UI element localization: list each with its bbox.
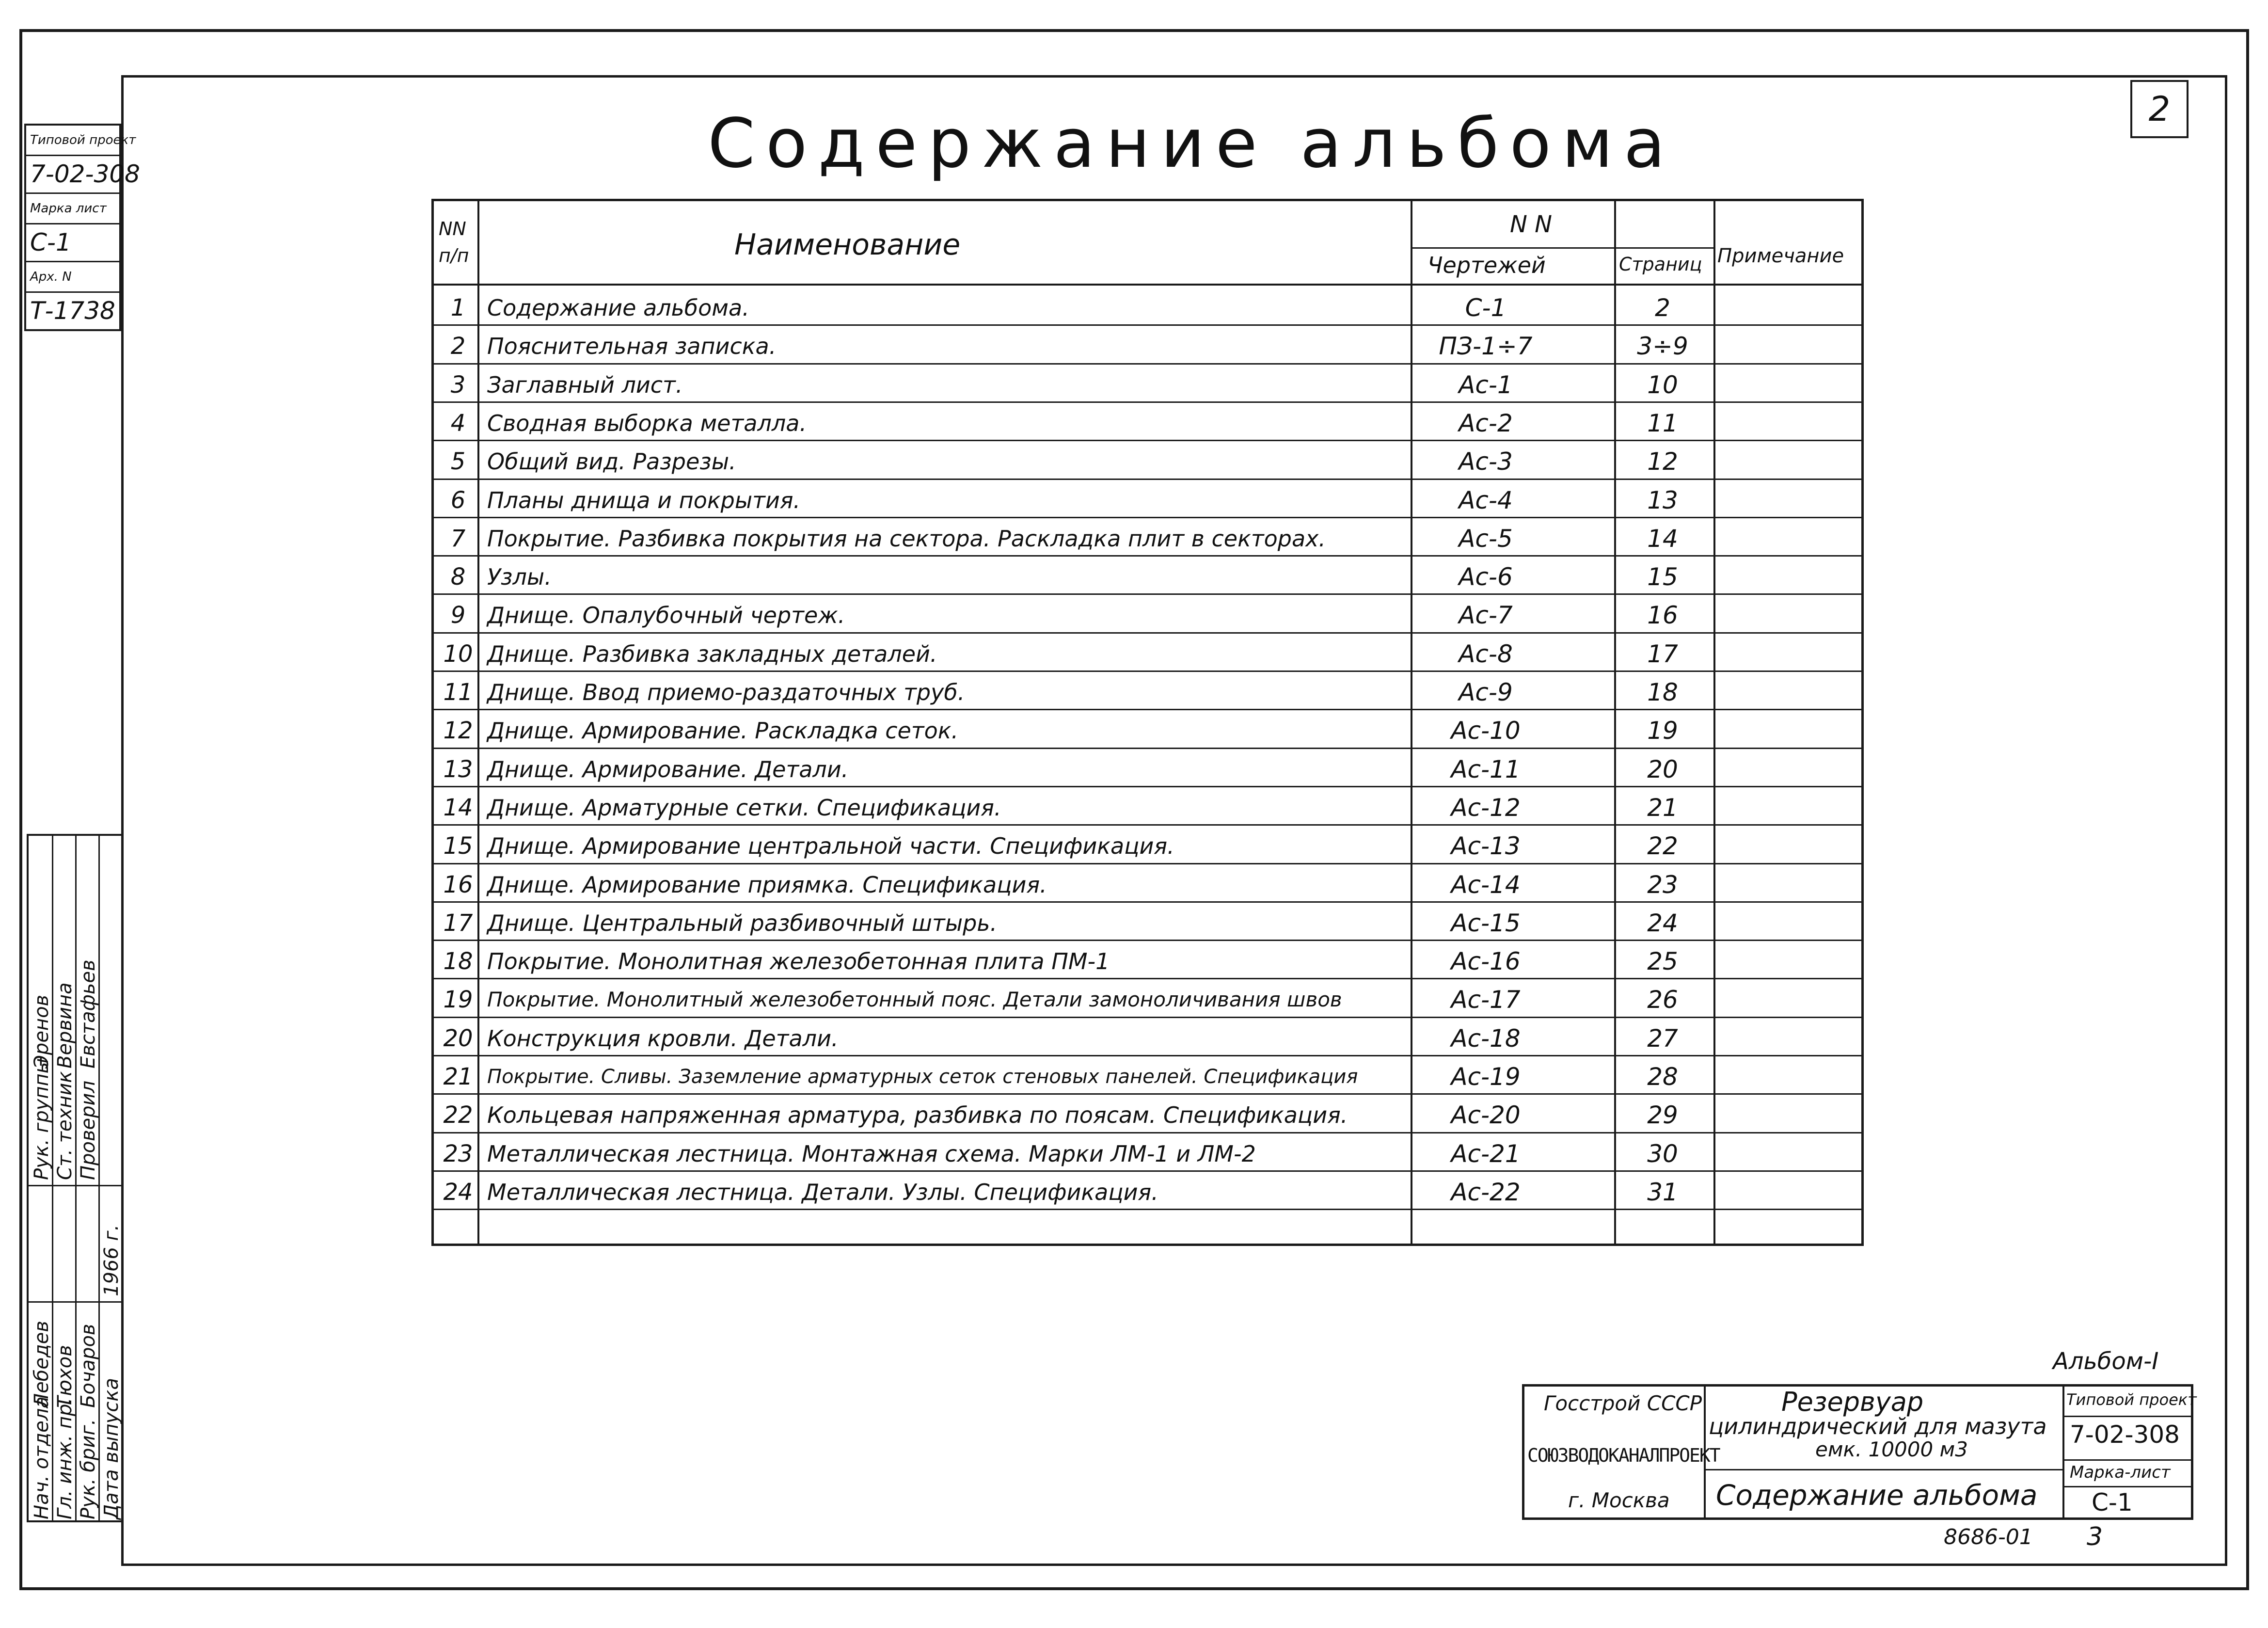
- table-row: [434, 1055, 1861, 1094]
- row-number: 16: [443, 871, 473, 898]
- mark-label: Марка-лист: [2070, 1463, 2171, 1482]
- row-page: 26: [1647, 986, 1678, 1014]
- row-page: 3÷9: [1637, 332, 1688, 361]
- row-name: Общий вид. Разрезы.: [487, 448, 736, 475]
- row-drawing: Ас-1: [1459, 370, 1513, 399]
- row-name: Покрытие. Разбивка покрытия на сектора. Раскладка плит в секторах.: [487, 525, 1326, 552]
- sheet-title-block: Содержание альбома: [1716, 1479, 2038, 1512]
- role-label: Рук. бриг.: [77, 1419, 99, 1519]
- row-name: Днище. Армирование. Детали.: [487, 756, 849, 782]
- title-block: [1522, 1384, 2197, 1520]
- row-page: 10: [1647, 370, 1678, 399]
- row-drawing: Ас-10: [1451, 717, 1521, 745]
- row-drawing: Ас-9: [1459, 678, 1513, 706]
- header-pages: Страниц: [1619, 254, 1702, 275]
- row-page: 21: [1647, 793, 1678, 822]
- row-number: 6: [450, 486, 466, 514]
- row-drawing: Ас-7: [1459, 601, 1513, 630]
- table-row: [434, 978, 1861, 1017]
- row-drawing: Ас-22: [1451, 1178, 1521, 1206]
- header-notes: Примечание: [1717, 245, 1844, 267]
- header-name: Наименование: [734, 228, 961, 262]
- role-label: Проверил: [77, 1080, 99, 1180]
- sheet-number: 2: [2130, 80, 2189, 138]
- row-number: 5: [450, 448, 466, 476]
- row-page: 24: [1647, 909, 1678, 937]
- row-number: 10: [443, 640, 473, 668]
- table-row: [434, 286, 1861, 325]
- row-drawing: Ас-2: [1459, 409, 1513, 437]
- row-page: 31: [1647, 1178, 1678, 1206]
- row-number: 21: [443, 1063, 473, 1090]
- row-drawing: Ас-17: [1451, 986, 1521, 1014]
- row-drawing: Ас-8: [1459, 639, 1513, 668]
- row-number: 23: [443, 1140, 473, 1167]
- row-page: 28: [1647, 1063, 1678, 1091]
- margin-stamp: [24, 124, 140, 331]
- row-drawing: Ас-18: [1451, 1024, 1521, 1053]
- row-name: Днище. Армирование. Раскладка сеток.: [487, 718, 959, 744]
- row-name: Покрытие. Сливы. Заземление арматурных сеток стеновых панелей. Спецификация: [487, 1066, 1358, 1088]
- header-num: NN п/п: [439, 218, 469, 266]
- role-label: Рук. группы: [31, 1058, 53, 1180]
- row-page: 15: [1647, 563, 1678, 591]
- row-page: 14: [1647, 524, 1678, 553]
- table-row: [434, 901, 1861, 940]
- row-name: Днище. Опалубочный чертеж.: [487, 602, 845, 629]
- row-page: 20: [1647, 755, 1678, 783]
- signer-name: Вервина: [54, 982, 76, 1069]
- header-nn: N N: [1510, 211, 1553, 238]
- org-city: г. Москва: [1568, 1488, 1670, 1512]
- issue-year: 1966 г.: [100, 1224, 123, 1296]
- row-name: Сводная выборка металла.: [487, 410, 807, 436]
- signer-name: Лебедев: [31, 1321, 53, 1408]
- table-row: [434, 632, 1861, 671]
- table-row: [434, 940, 1861, 978]
- row-page: 22: [1647, 832, 1678, 861]
- row-page: 30: [1647, 1139, 1678, 1168]
- row-number: 20: [443, 1024, 473, 1052]
- row-page: 17: [1647, 639, 1678, 668]
- row-drawing: Ас-11: [1451, 755, 1521, 783]
- row-number: 9: [450, 602, 466, 629]
- table-row: [434, 1093, 1861, 1132]
- row-number: 13: [443, 755, 473, 783]
- signer-name: Эренов: [31, 994, 53, 1069]
- row-number: 4: [450, 409, 466, 437]
- stamp-value: С-1: [26, 224, 119, 262]
- signature-strip: [27, 834, 124, 1522]
- org-ministry: Госстрой СССР: [1544, 1391, 1702, 1415]
- row-page: 23: [1647, 870, 1678, 899]
- row-drawing: Ас-3: [1459, 447, 1513, 476]
- role-label: Гл. инж. пр.: [54, 1397, 76, 1519]
- row-number: 11: [443, 679, 473, 706]
- table-row: [434, 479, 1861, 517]
- signer-name: Бочаров: [77, 1324, 99, 1408]
- table-row: [434, 593, 1861, 632]
- row-number: 1: [450, 294, 466, 321]
- header-drawings: Чертежей: [1427, 252, 1546, 278]
- row-name: Металлическая лестница. Монтажная схема. Марки ЛМ-1 и ЛМ-2: [487, 1140, 1256, 1167]
- row-name: Кольцевая напряженная арматура, разбивка по поясам. Спецификация.: [487, 1102, 1348, 1129]
- row-number: 2: [450, 333, 466, 360]
- row-name: Днище. Ввод приемо-раздаточных труб.: [487, 679, 965, 705]
- row-name: Планы днища и покрытия.: [487, 487, 801, 513]
- row-page: 13: [1647, 486, 1678, 514]
- row-number: 19: [443, 986, 473, 1014]
- row-number: 3: [450, 371, 466, 399]
- row-name: Днище. Арматурные сетки. Спецификация.: [487, 794, 1001, 821]
- table-row: [434, 863, 1861, 902]
- contents-table: [431, 199, 1864, 1246]
- tp-label: Типовой проект: [2066, 1390, 2197, 1409]
- row-number: 8: [450, 563, 466, 591]
- table-row: [434, 670, 1861, 709]
- row-drawing: ПЗ-1÷7: [1439, 332, 1533, 361]
- stamp-value: Т-1738: [30, 297, 115, 325]
- role-label: Нач. отдела: [31, 1396, 53, 1519]
- table-row: [434, 324, 1861, 363]
- row-page: 29: [1647, 1101, 1678, 1130]
- row-drawing: Ас-5: [1459, 524, 1513, 553]
- row-drawing: Ас-14: [1451, 870, 1521, 899]
- row-number: 14: [443, 794, 473, 821]
- row-drawing: Ас-19: [1451, 1063, 1521, 1091]
- page-title: Содержание альбома: [708, 104, 1676, 183]
- table-row: [434, 517, 1861, 556]
- tp-value: 7-02-308: [2070, 1421, 2180, 1449]
- table-row: [434, 555, 1861, 594]
- table-row: [434, 748, 1861, 786]
- table-row: [434, 363, 1861, 402]
- object-subtitle: цилиндрический для мазута: [1709, 1413, 2047, 1439]
- row-page: 19: [1647, 717, 1678, 745]
- row-name: Днище. Армирование центральной части. Спецификация.: [487, 833, 1174, 860]
- stamp-label: Марка лист: [26, 194, 119, 224]
- role-label: Ст. техник: [54, 1071, 76, 1180]
- stamp-label: Арх. N: [26, 262, 119, 293]
- table-row: [434, 786, 1861, 825]
- row-drawing: Ас-13: [1451, 832, 1521, 861]
- row-drawing: Ас-16: [1451, 947, 1521, 976]
- row-number: 7: [450, 525, 466, 552]
- signer-name: Евстафьев: [77, 959, 99, 1069]
- table-row: [434, 1017, 1861, 1055]
- row-page: 12: [1647, 447, 1678, 476]
- row-name: Конструкция кровли. Детали.: [487, 1025, 839, 1052]
- mark-value: С-1: [2092, 1488, 2133, 1516]
- row-number: 24: [443, 1178, 473, 1206]
- row-page: 16: [1647, 601, 1678, 630]
- album-label: Альбом-I: [2053, 1348, 2159, 1375]
- table-row: [434, 1170, 1861, 1209]
- row-page: 11: [1647, 409, 1678, 437]
- row-page: 18: [1647, 678, 1678, 706]
- row-drawing: Ас-20: [1451, 1101, 1521, 1130]
- row-number: 22: [443, 1101, 473, 1129]
- row-name: Заглавный лист.: [487, 371, 683, 398]
- archive-code: 8686-01: [1944, 1525, 2033, 1549]
- row-name: Покрытие. Монолитная железобетонная плита ПМ-1: [487, 948, 1110, 975]
- row-drawing: Ас-21: [1451, 1139, 1521, 1168]
- row-drawing: С-1: [1465, 294, 1507, 322]
- object-capacity: емк. 10000 м3: [1815, 1437, 1968, 1461]
- row-name: Днище. Армирование приямка. Спецификация.: [487, 871, 1047, 898]
- row-name: Узлы.: [487, 564, 552, 591]
- row-drawing: Ас-6: [1459, 563, 1513, 591]
- row-name: Покрытие. Монолитный железобетонный пояс. Детали замоноличивания швов: [487, 988, 1342, 1012]
- table-row: [434, 440, 1861, 479]
- table-row: [434, 824, 1861, 863]
- table-row: [434, 709, 1861, 748]
- row-drawing: Ас-12: [1451, 793, 1521, 822]
- stamp-value: 7-02-308: [26, 156, 119, 194]
- row-name: Днище. Разбивка закладных деталей.: [487, 640, 937, 667]
- role-label: Дата выпуска: [100, 1378, 123, 1519]
- org-name: СОЮЗВОДОКАНАЛПРОЕКТ: [1527, 1445, 1720, 1466]
- row-number: 17: [443, 909, 473, 937]
- stamp-label: Типовой проект: [26, 126, 119, 156]
- row-name: Содержание альбома.: [487, 295, 749, 321]
- table-row: [434, 401, 1861, 440]
- object-title: Резервуар: [1781, 1387, 1924, 1417]
- row-page: 25: [1647, 947, 1678, 976]
- row-drawing: Ас-15: [1451, 909, 1521, 937]
- row-number: 18: [443, 948, 473, 975]
- page-number: 3: [2087, 1522, 2103, 1551]
- row-page: 2: [1655, 294, 1670, 322]
- row-name: Металлическая лестница. Детали. Узлы. Спецификация.: [487, 1179, 1158, 1205]
- row-drawing: Ас-4: [1459, 486, 1513, 514]
- row-page: 27: [1647, 1024, 1678, 1053]
- row-number: 12: [443, 717, 473, 745]
- signer-name: Тюхов: [54, 1345, 76, 1408]
- row-name: Пояснительная записка.: [487, 333, 777, 360]
- table-row: [434, 1132, 1861, 1171]
- row-name: Днище. Центральный разбивочный штырь.: [487, 910, 998, 936]
- row-number: 15: [443, 832, 473, 860]
